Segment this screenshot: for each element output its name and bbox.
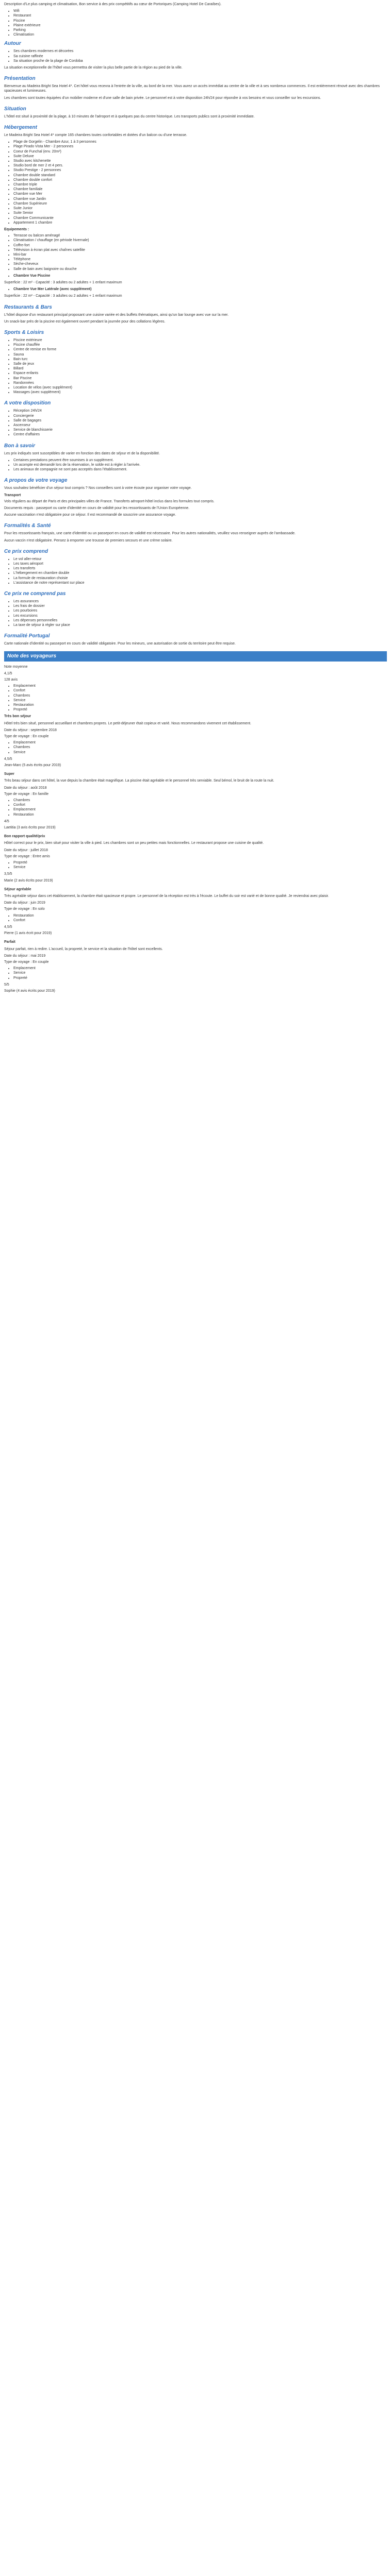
review-title: Séjour agréable bbox=[4, 887, 31, 891]
equipment-item: • Terrasse ou balcon aménagé bbox=[13, 233, 387, 238]
review-text: Très agréable séjour dans cet établissement, la chambre était spacieuse et propre. Le personnel de la réception est très à l'écoute. Le buffet du soir est varié et de bonne qualité. Je reviendrai avec plaisir. bbox=[4, 894, 329, 898]
included-item: • L'hébergement en chambre double bbox=[13, 571, 387, 575]
equipment-title: Equipements : bbox=[4, 227, 29, 231]
info-item: • Un acompte est demandé lors de la réservation, le solde est à régler à l'arrivée. bbox=[13, 463, 387, 467]
review-rating: 3,5/5 bbox=[4, 872, 12, 876]
excluded-item: • La taxe de séjour à régler sur place bbox=[13, 623, 387, 628]
room-type bbox=[4, 274, 387, 278]
formalite-portugal-title: Formalité Portugal bbox=[4, 633, 50, 639]
room-item: • Chambre vue Jardin bbox=[13, 197, 387, 201]
room-type bbox=[4, 287, 387, 292]
review-criteria bbox=[4, 966, 387, 980]
review-text: Très beau séjour dans cet hôtel, la vue depuis la chambre était magnifique. La piscine était agréable et le personnel très serviable. Seul bémol, le bruit de la route la nuit. bbox=[4, 779, 274, 783]
presentation-text-2: Les chambres sont toutes équipées d'un mobilier moderne et d'une salle de bain privée. Le personnel est à votre disposition 24h/24 pour répondre à vos besoins et vous conseiller sur les excursions. bbox=[4, 96, 321, 100]
formalites-text-2: Aucun vaccin n'est obligatoire. Pensez à emporter une trousse de premiers secours et une crème solaire. bbox=[4, 538, 173, 543]
bon-a-savoir-title: Bon à savoir bbox=[4, 443, 36, 449]
review bbox=[4, 887, 387, 936]
top-amenities-list bbox=[4, 9, 387, 37]
room-type-detail: Superficie : 22 m² - Capacité : 3 adultes ou 2 adultes + 1 enfant maximum bbox=[4, 280, 122, 284]
review-criterion: • Emplacement bbox=[13, 807, 387, 812]
sports-item: • Billard bbox=[13, 366, 387, 371]
intro-text: Description d'Le plus camping et climatisation, Bon service à des prix compétitifs au cœur de Portoriques (Camping Hotel De Caraïbes). bbox=[4, 3, 222, 6]
info-item: • Certaines prestations peuvent être soumises à un supplément. bbox=[13, 458, 387, 463]
room-item: • Chambre triple bbox=[13, 182, 387, 187]
excluded-item: • Les assurances bbox=[13, 599, 387, 604]
room-item: • Studio avec kitchenette bbox=[13, 159, 387, 163]
noncompris-list bbox=[4, 599, 387, 628]
formalites-text: Pour les ressortissants français, une carte d'identité ou un passeport en cours de validité est nécessaire. Pour les autres nationalités, veuillez vous renseigner auprès de l'ambassade. bbox=[4, 532, 296, 536]
criterion-item: • Confort bbox=[13, 688, 387, 693]
criterion-item: • Restauration bbox=[13, 703, 387, 707]
disposition-item: • Service de blanchisserie bbox=[13, 428, 387, 432]
criterion-item: • Propreté bbox=[13, 707, 387, 712]
room-item: • Chambre familiale bbox=[13, 187, 387, 192]
formalite-portugal-text: Carte nationale d'identité ou passeport en cours de validité obligatoire. Pour les mineurs, une autorisation de sortie du territoire peut être requise. bbox=[4, 642, 236, 646]
review-author: Laetitia (3 avis écrits pour 2019) bbox=[4, 825, 56, 829]
review-criterion: • Propreté bbox=[13, 860, 387, 865]
review-criterion: • Emplacement bbox=[13, 740, 387, 745]
room-item: • Suite Deluxe bbox=[13, 154, 387, 159]
sports-item: • Massages (avec supplément) bbox=[13, 390, 387, 395]
included-item: • Le vol aller-retour bbox=[13, 557, 387, 562]
equipment-item: • Mini-bar bbox=[13, 252, 387, 257]
disposition-item: • Salle de bagages bbox=[13, 418, 387, 423]
situation-text: L'hôtel est situé à proximité de la plage, à 10 minutes de l'aéroport et à quelques pas du centre historique. Les transports publics sont à proximité immédiate. bbox=[4, 114, 255, 118]
review-criterion: • Chambres bbox=[13, 745, 387, 750]
presentation-title: Présentation bbox=[4, 76, 36, 82]
review-criteria bbox=[4, 740, 387, 755]
room-type-detail: Superficie : 22 m² - Capacité : 3 adultes ou 2 adultes + 1 enfant maximum bbox=[4, 294, 122, 298]
equipment-item: • Coffre-fort bbox=[13, 243, 387, 248]
review-criterion: • Restauration bbox=[13, 812, 387, 817]
reviews-header: Note des voyageurs bbox=[4, 651, 387, 662]
review-criteria bbox=[4, 913, 387, 923]
bon-a-savoir-text: Les prix indiqués sont susceptibles de varier en fonction des dates de séjour et de la disponibilité. bbox=[4, 451, 160, 455]
hebergement-text: Le Madeira Bright Sea Hotel 4* compte 165 chambres toutes confortables et dotées d'un balcon ou d'une terrasse. bbox=[4, 133, 187, 138]
room-type-label: • Chambre Vue Piscine bbox=[13, 274, 387, 278]
amenity-item: • Parking bbox=[13, 28, 387, 32]
review-type: Type de voyage : En couple bbox=[4, 960, 49, 964]
review-criterion: • Service bbox=[13, 865, 387, 870]
review-type: Type de voyage : Entre amis bbox=[4, 854, 50, 858]
equipment-item: • Salle de bain avec baignoire ou douche bbox=[13, 267, 387, 272]
review-date: Date du séjour : juillet 2018 bbox=[4, 848, 48, 852]
criterion-item: • Chambres bbox=[13, 693, 387, 698]
info-item: • Les animaux de compagnie ne sont pas acceptés dans l'établissement. bbox=[13, 467, 387, 472]
review-criterion: • Confort bbox=[13, 803, 387, 807]
sports-title: Sports & Loisirs bbox=[4, 329, 44, 335]
compris-title: Ce prix comprend bbox=[4, 548, 48, 554]
amenity-item: • Plaine extérieure bbox=[13, 23, 387, 28]
criterion-item: • Service bbox=[13, 698, 387, 703]
sports-list bbox=[4, 338, 387, 395]
autour-item: • Sa situation proche de la plage de Cordoba bbox=[13, 59, 387, 63]
propos-title: A propos de votre voyage bbox=[4, 478, 68, 484]
review-type: Type de voyage : En famille bbox=[4, 792, 48, 796]
sports-item: • Espace enfants bbox=[13, 371, 387, 376]
reviews-list bbox=[4, 714, 387, 993]
situation-title: Situation bbox=[4, 106, 26, 112]
review-author: Jean-Marc (5 avis écrits pour 2019) bbox=[4, 763, 61, 767]
docs-text: Documents requis : passeport ou carte d'identité en cours de validité pour les ressortissants de l'Union Européenne. bbox=[4, 506, 190, 511]
amenity-item: • Wifi bbox=[13, 9, 387, 13]
review-author: Sophie (4 avis écrits pour 2019) bbox=[4, 989, 55, 993]
review-criteria bbox=[4, 798, 387, 817]
equipment-item: • Téléphone bbox=[13, 257, 387, 262]
review-title: Bon rapport qualité/prix bbox=[4, 835, 45, 839]
excluded-item: • Les pourboires bbox=[13, 608, 387, 613]
review bbox=[4, 834, 387, 883]
restaurants-text-2: Un snack-bar près de la piscine est également ouvert pendant la journée pour des collations légères. bbox=[4, 319, 166, 324]
autour-title: Autour bbox=[4, 41, 21, 47]
room-item: • Plage Pirado Vista Mer - 2 personnes bbox=[13, 144, 387, 149]
sports-item: • Sauna bbox=[13, 352, 387, 357]
autour-text: La situation exceptionnelle de l'hôtel vous permettra de visiter la plus belle partie de la région au pied de la ville. bbox=[4, 66, 183, 70]
presentation-text-1: Bienvenue au Madeira Bright Sea Hotel 4*. Cet hôtel vous recevra à l'entrée de la ville, au bord de la mer. Vous aurez un accès immédiat au centre de la ville et à ses nombreux commerces. Il est entièrement rénové avec des chambres spacieuses et lumineuses. bbox=[4, 84, 380, 93]
avg-rating: 4,1/5 bbox=[4, 671, 12, 675]
excluded-item: • Les frais de dossier bbox=[13, 604, 387, 608]
autour-list bbox=[4, 49, 387, 63]
review bbox=[4, 940, 387, 993]
excluded-item: • Les excursions bbox=[13, 614, 387, 618]
room-item: • Chambre double standard bbox=[13, 173, 387, 178]
review-text: Hôtel correct pour le prix, bien situé pour visiter la ville à pied. Les chambres sont un peu petites mais fonctionnelles. Le restaurant propose une cuisine de qualité. bbox=[4, 841, 264, 845]
room-item: • Chambre Communicante bbox=[13, 216, 387, 221]
review-criterion: • Confort bbox=[13, 918, 387, 923]
review-criterion: • Propreté bbox=[13, 976, 387, 980]
disposition-title: A votre disposition bbox=[4, 400, 51, 406]
review-title: Super bbox=[4, 772, 14, 776]
review-criterion: • Service bbox=[13, 971, 387, 975]
review-rating: 5/5 bbox=[4, 982, 9, 987]
restaurants-text: L'hôtel dispose d'un restaurant principal proposant une cuisine variée et des buffets thématiques, ainsi qu'un bar lounge avec vue sur la mer. bbox=[4, 313, 229, 317]
included-item: • Les taxes aéroport bbox=[13, 562, 387, 566]
sports-item: • Location de vélos (avec supplément) bbox=[13, 385, 387, 390]
room-item: • Suite Junior bbox=[13, 206, 387, 211]
disposition-item: • Ascenseur bbox=[13, 423, 387, 428]
equipment-item: • Télévision à écran plat avec chaînes satellite bbox=[13, 248, 387, 252]
amenity-item: • Climatisation bbox=[13, 32, 387, 37]
review-rating: 4,5/5 bbox=[4, 925, 12, 929]
excluded-item: • Les dépenses personnelles bbox=[13, 618, 387, 623]
autour-item: • Ses chambres modernes et décorées bbox=[13, 49, 387, 54]
sports-item: • Piscine chauffée bbox=[13, 343, 387, 347]
review-rating: 4,5/5 bbox=[4, 757, 12, 761]
disposition-item: • Réception 24h/24 bbox=[13, 409, 387, 413]
propos-text: Vous souhaitez bénéficier d'un séjour tout compris ? Nos conseillers sont à votre écoute pour organiser votre voyage. bbox=[4, 486, 192, 490]
review-title: Parfait bbox=[4, 940, 15, 944]
criterion-item: • Emplacement bbox=[13, 684, 387, 688]
disposition-item: • Centre d'affaires bbox=[13, 432, 387, 437]
review-date: Date du séjour : mai 2019 bbox=[4, 954, 46, 958]
room-type-label: • Chambre Vue Mer Latérale (avec supplément) bbox=[13, 287, 387, 292]
sante-text: Aucune vaccination n'est obligatoire pour ce séjour. Il est recommandé de souscrire une assurance voyage. bbox=[4, 513, 176, 517]
equipment-item: • Sèche-cheveux bbox=[13, 262, 387, 266]
review-type: Type de voyage : En couple bbox=[4, 734, 49, 738]
review-criterion: • Restauration bbox=[13, 913, 387, 918]
noncompris-title: Ce prix ne comprend pas bbox=[4, 591, 66, 597]
room-item: • Chambre double confort bbox=[13, 178, 387, 182]
review-text: Séjour parfait, rien à redire. L'accueil, la propreté, le service et la situation de l'hôtel sont excellents. bbox=[4, 947, 163, 951]
criteria-list bbox=[4, 684, 387, 712]
room-item: • Coeur de Funchal (env. 20m²) bbox=[13, 149, 387, 154]
review-text: Hôtel très bien situé, personnel accueillant et chambres propres. Le petit-déjeuner était copieux et varié. Nous recommandons vivement cet établissement. bbox=[4, 721, 251, 725]
disposition-item: • Conciergerie bbox=[13, 414, 387, 418]
room-item: • Suite Senior bbox=[13, 211, 387, 215]
transport-title: Transport bbox=[4, 493, 21, 497]
review-author: Marie (2 avis écrits pour 2019) bbox=[4, 878, 53, 883]
review-date: Date du séjour : août 2018 bbox=[4, 786, 47, 790]
equipment-list bbox=[4, 233, 387, 272]
sports-item: • Centre de remise en forme bbox=[13, 347, 387, 352]
room-item: • Plage de Gorgelin - Chambre Azur, 1 à 3 personnes bbox=[13, 140, 387, 144]
amenity-item: • Restaurant bbox=[13, 13, 387, 18]
review-date: Date du séjour : septembre 2018 bbox=[4, 728, 57, 732]
included-item: • La formule de restauration choisie bbox=[13, 576, 387, 581]
compris-list bbox=[4, 557, 387, 585]
review-rating: 4/5 bbox=[4, 819, 9, 823]
avg-label: Note moyenne bbox=[4, 665, 28, 669]
restaurants-title: Restaurants & Bars bbox=[4, 304, 52, 310]
autour-item: • Sa cuisine raffinée bbox=[13, 54, 387, 59]
sports-item: • Bar Piscine bbox=[13, 376, 387, 381]
amenity-item: • Piscine bbox=[13, 19, 387, 23]
review-criterion: • Emplacement bbox=[13, 966, 387, 971]
sports-item: • Randonnées bbox=[13, 381, 387, 385]
included-item: • Les transferts bbox=[13, 566, 387, 571]
room-item: • Appartement 1 chambre bbox=[13, 221, 387, 225]
room-item: • Studio bord de mer 2 et 4 pers. bbox=[13, 163, 387, 168]
reviews-count: 128 avis bbox=[4, 677, 18, 682]
review-criteria bbox=[4, 860, 387, 870]
sports-item: • Salle de jeux bbox=[13, 362, 387, 366]
room-list bbox=[4, 140, 387, 225]
equipment-item: • Climatisation / chauffage (en période hivernale) bbox=[13, 238, 387, 243]
review-criterion: • Service bbox=[13, 750, 387, 755]
room-item: • Chambre Supérieure bbox=[13, 201, 387, 206]
sports-item: • Bain turc bbox=[13, 357, 387, 362]
review-author: Pierre (1 avis écrit pour 2019) bbox=[4, 931, 52, 936]
bon-a-savoir-list bbox=[4, 458, 387, 472]
room-item: • Studio Prestige - 2 personnes bbox=[13, 168, 387, 173]
transport-text: Vols réguliers au départ de Paris et des principales villes de France. Transferts aéroport-hôtel inclus dans les formules tout compris. bbox=[4, 499, 215, 503]
review-title: Très bon séjour bbox=[4, 715, 31, 719]
review-type: Type de voyage : En solo bbox=[4, 907, 45, 911]
sports-item: • Piscine extérieure bbox=[13, 338, 387, 343]
review-criterion: • Chambres bbox=[13, 798, 387, 803]
formalites-title: Formalités & Santé bbox=[4, 523, 51, 529]
review bbox=[4, 772, 387, 830]
disposition-list bbox=[4, 409, 387, 437]
room-types bbox=[4, 274, 387, 299]
included-item: • L'assistance de notre représentant sur place bbox=[13, 581, 387, 585]
hebergement-title: Hébergement bbox=[4, 125, 37, 131]
room-item: • Chambre vue Mer bbox=[13, 192, 387, 196]
review-date: Date du séjour : juin 2019 bbox=[4, 901, 45, 905]
page bbox=[0, 0, 391, 1003]
review bbox=[4, 714, 387, 768]
